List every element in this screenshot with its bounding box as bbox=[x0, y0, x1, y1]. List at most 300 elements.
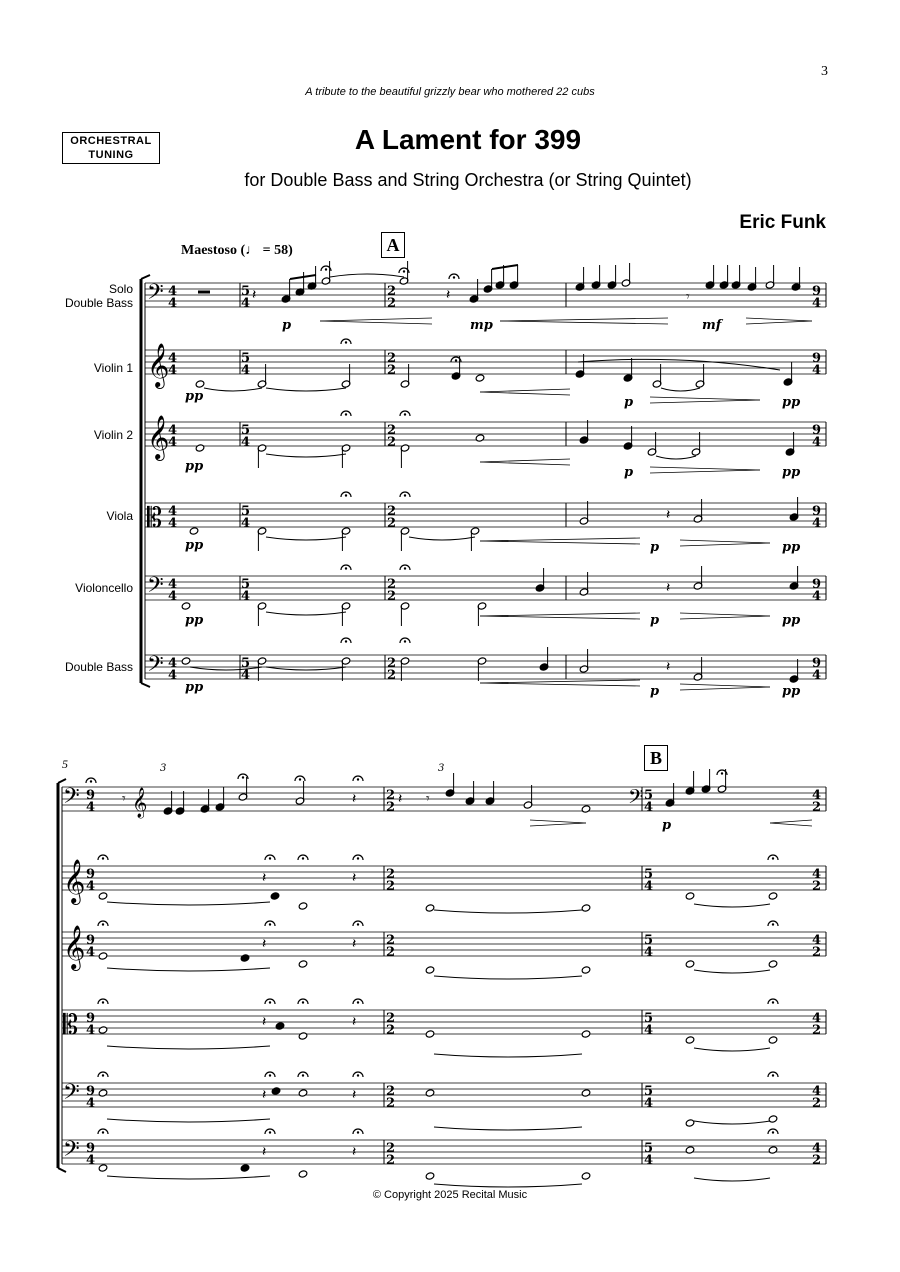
dynamic-marking: p bbox=[650, 540, 660, 555]
instrument-label-violin-2: Violin 2 bbox=[93, 428, 133, 442]
time-signature: 5 bbox=[644, 933, 654, 948]
tie bbox=[107, 1176, 270, 1179]
tie bbox=[434, 1127, 582, 1130]
eighth-rest: 𝄾 bbox=[426, 791, 430, 807]
hairpin bbox=[680, 540, 770, 543]
time-signature: 4 bbox=[812, 1011, 822, 1026]
eighth-rest: 𝄾 bbox=[686, 289, 690, 305]
dynamic-marking: pp bbox=[185, 459, 204, 474]
hairpin bbox=[680, 543, 770, 546]
time-signature: 9 bbox=[812, 423, 822, 438]
tie bbox=[694, 1178, 770, 1181]
fermata-dot bbox=[345, 341, 347, 343]
dynamic-marking: pp bbox=[782, 395, 801, 410]
hairpin bbox=[746, 321, 812, 324]
tie bbox=[190, 667, 262, 670]
fermata-dot bbox=[357, 778, 359, 780]
hairpin bbox=[480, 541, 640, 544]
hairpin bbox=[500, 321, 668, 324]
fermata-dot bbox=[404, 567, 406, 569]
hairpin bbox=[500, 318, 668, 321]
tie bbox=[330, 274, 404, 277]
tie bbox=[107, 968, 270, 971]
bass-clef: 𝄢 bbox=[63, 1137, 80, 1167]
note bbox=[275, 1022, 285, 1030]
fermata-dot bbox=[325, 268, 327, 270]
time-signature: 4 bbox=[812, 1084, 822, 1099]
note bbox=[581, 904, 591, 912]
time-signature: 2 bbox=[386, 800, 396, 815]
fermata-dot bbox=[404, 640, 406, 642]
time-signature: 2 bbox=[812, 1096, 822, 1111]
time-signature: 4 bbox=[812, 933, 822, 948]
time-signature: 4 bbox=[644, 1153, 654, 1168]
fermata-dot bbox=[345, 640, 347, 642]
fermata-dot bbox=[772, 1001, 774, 1003]
note bbox=[98, 952, 108, 960]
note bbox=[425, 1089, 435, 1097]
note bbox=[475, 374, 485, 382]
time-signature: 4 bbox=[168, 423, 178, 438]
note bbox=[98, 1089, 108, 1097]
time-signature: 9 bbox=[86, 933, 96, 948]
note bbox=[685, 1146, 695, 1154]
bass-clef: 𝄢 bbox=[628, 785, 644, 813]
note bbox=[425, 966, 435, 974]
quarter-rest: 𝄽 bbox=[262, 936, 267, 952]
time-signature: 4 bbox=[812, 589, 822, 604]
time-signature: 4 bbox=[168, 577, 178, 592]
fermata-dot bbox=[345, 567, 347, 569]
hairpin bbox=[530, 820, 586, 823]
time-signature: 4 bbox=[168, 504, 178, 519]
time-signature: 4 bbox=[168, 284, 178, 299]
time-signature: 4 bbox=[86, 800, 96, 815]
dynamic-marking: p bbox=[624, 395, 634, 410]
note bbox=[768, 1115, 778, 1123]
time-signature: 2 bbox=[387, 296, 397, 311]
time-signature: 2 bbox=[387, 351, 397, 366]
hairpin bbox=[650, 397, 760, 400]
treble-clef: 𝄞 bbox=[147, 415, 170, 459]
quarter-rest: 𝄽 bbox=[262, 870, 267, 886]
bass-clef: 𝄢 bbox=[63, 1080, 80, 1110]
note bbox=[768, 1036, 778, 1044]
tie bbox=[656, 456, 696, 459]
hairpin bbox=[770, 823, 812, 826]
fermata-dot bbox=[90, 780, 92, 782]
hairpin bbox=[746, 318, 812, 321]
bass-clef: 𝄢 bbox=[147, 280, 164, 310]
tie bbox=[266, 537, 346, 540]
bass-clef: 𝄢 bbox=[147, 573, 164, 603]
time-signature: 4 bbox=[241, 296, 251, 311]
fermata-dot bbox=[269, 857, 271, 859]
time-signature: 4 bbox=[241, 668, 251, 683]
time-signature: 2 bbox=[386, 1153, 396, 1168]
dynamic-marking: pp bbox=[185, 538, 204, 553]
note bbox=[475, 434, 485, 442]
fermata-dot bbox=[404, 413, 406, 415]
time-signature: 9 bbox=[812, 504, 822, 519]
dynamic-marking: mf bbox=[702, 318, 722, 333]
bass-clef: 𝄢 bbox=[63, 784, 80, 814]
tuning-label: ORCHESTRAL TUNING bbox=[70, 135, 152, 161]
time-signature: 4 bbox=[86, 1023, 96, 1038]
dynamic-marking: p bbox=[662, 818, 672, 833]
quarter-rest: 𝄽 bbox=[666, 580, 671, 596]
time-signature: 4 bbox=[241, 363, 251, 378]
time-signature: 4 bbox=[168, 589, 178, 604]
tie bbox=[694, 1048, 770, 1051]
tie bbox=[107, 1046, 270, 1049]
fermata-dot bbox=[302, 857, 304, 859]
tie bbox=[694, 970, 770, 973]
note bbox=[98, 1164, 108, 1172]
note bbox=[685, 1036, 695, 1044]
note bbox=[240, 954, 250, 962]
fermata-dot bbox=[453, 276, 455, 278]
note bbox=[181, 602, 191, 610]
fermata-dot bbox=[299, 778, 301, 780]
fermata-dot bbox=[302, 1074, 304, 1076]
time-signature: 2 bbox=[812, 879, 822, 894]
note bbox=[685, 1119, 695, 1127]
fermata-dot bbox=[772, 1131, 774, 1133]
piece-subtitle: for Double Bass and String Orchestra (or String Quintet) bbox=[244, 170, 692, 190]
fermata-dot bbox=[404, 494, 406, 496]
dynamic-marking: p bbox=[282, 318, 292, 333]
tie bbox=[266, 612, 346, 615]
tie bbox=[694, 1121, 770, 1124]
quarter-rest: 𝄽 bbox=[666, 507, 671, 523]
fermata-dot bbox=[242, 776, 244, 778]
note bbox=[581, 1089, 591, 1097]
fermata-dot bbox=[269, 1074, 271, 1076]
eighth-rest: 𝄾 bbox=[122, 791, 126, 807]
time-signature: 4 bbox=[644, 1096, 654, 1111]
time-signature: 9 bbox=[812, 284, 822, 299]
note bbox=[425, 1172, 435, 1180]
hairpin bbox=[480, 616, 640, 619]
time-signature: 5 bbox=[644, 788, 654, 803]
alto-clef: 𝄡 bbox=[147, 503, 163, 534]
note bbox=[298, 1032, 308, 1040]
tie bbox=[266, 388, 346, 391]
time-signature: 5 bbox=[241, 577, 251, 592]
bass-clef: 𝄢 bbox=[147, 652, 164, 682]
treble-clef: 𝄞 bbox=[63, 925, 86, 969]
note bbox=[768, 1146, 778, 1154]
time-signature: 4 bbox=[812, 867, 822, 882]
dynamic-marking: p bbox=[624, 465, 634, 480]
time-signature: 2 bbox=[387, 504, 397, 519]
time-signature: 2 bbox=[387, 363, 397, 378]
note bbox=[768, 960, 778, 968]
note bbox=[581, 1030, 591, 1038]
quarter-rest: 𝄽 bbox=[398, 791, 403, 807]
fermata-dot bbox=[269, 1001, 271, 1003]
fermata-dot bbox=[357, 1131, 359, 1133]
hairpin bbox=[650, 467, 760, 470]
beam bbox=[492, 265, 518, 269]
hairpin bbox=[480, 459, 570, 462]
tie bbox=[409, 537, 475, 540]
quarter-rest: 𝄽 bbox=[352, 1087, 357, 1103]
note bbox=[581, 966, 591, 974]
time-signature: 4 bbox=[168, 668, 178, 683]
quarter-rest: 𝄽 bbox=[352, 870, 357, 886]
hairpin bbox=[480, 462, 570, 465]
alto-clef: 𝄡 bbox=[63, 1010, 79, 1041]
fermata-dot bbox=[721, 772, 723, 774]
hairpin bbox=[480, 392, 570, 395]
note bbox=[298, 1170, 308, 1178]
quarter-rest: 𝄽 bbox=[666, 659, 671, 675]
tuplet-number: 3 bbox=[160, 763, 167, 774]
note bbox=[685, 960, 695, 968]
dynamic-marking: mp bbox=[470, 318, 493, 333]
time-signature: 4 bbox=[86, 879, 96, 894]
note bbox=[270, 892, 280, 900]
time-signature: 9 bbox=[86, 1011, 96, 1026]
treble-clef: 𝄞 bbox=[147, 343, 170, 387]
time-signature: 9 bbox=[86, 788, 96, 803]
time-signature: 4 bbox=[812, 668, 822, 683]
fermata-dot bbox=[102, 923, 104, 925]
note bbox=[195, 444, 205, 452]
note bbox=[240, 1164, 250, 1172]
time-signature: 2 bbox=[386, 1084, 396, 1099]
time-signature: 4 bbox=[644, 879, 654, 894]
dynamic-marking: pp bbox=[782, 465, 801, 480]
time-signature: 5 bbox=[241, 504, 251, 519]
time-signature: 4 bbox=[86, 1096, 96, 1111]
time-signature: 4 bbox=[812, 296, 822, 311]
hairpin bbox=[320, 318, 432, 321]
instrument-label-viola: Viola bbox=[106, 509, 133, 523]
treble-clef: 𝄞 bbox=[63, 859, 86, 903]
fermata-dot bbox=[269, 1131, 271, 1133]
time-signature: 4 bbox=[168, 296, 178, 311]
dynamic-marking: pp bbox=[185, 613, 204, 628]
tie bbox=[661, 388, 700, 391]
note bbox=[98, 892, 108, 900]
time-signature: 5 bbox=[241, 284, 251, 299]
hairpin bbox=[680, 687, 770, 690]
quarter-rest: 𝄽 bbox=[352, 791, 357, 807]
note bbox=[425, 904, 435, 912]
fermata-dot bbox=[345, 494, 347, 496]
bracket-hook bbox=[58, 1168, 66, 1172]
time-signature: 2 bbox=[812, 945, 822, 960]
fermata-dot bbox=[455, 359, 457, 361]
time-signature: 2 bbox=[386, 1096, 396, 1111]
time-signature: 2 bbox=[386, 1023, 396, 1038]
time-signature: 2 bbox=[387, 435, 397, 450]
time-signature: 5 bbox=[241, 351, 251, 366]
hairpin bbox=[480, 389, 570, 392]
tempo-marking: Maestoso (♩ = 58) bbox=[181, 243, 293, 258]
hairpin bbox=[480, 538, 640, 541]
tie bbox=[107, 1119, 270, 1122]
note bbox=[298, 1089, 308, 1097]
time-signature: 9 bbox=[86, 1084, 96, 1099]
dynamic-marking: pp bbox=[185, 680, 204, 695]
hairpin bbox=[650, 400, 760, 403]
time-signature: 4 bbox=[812, 788, 822, 803]
fermata-dot bbox=[403, 270, 405, 272]
fermata-dot bbox=[357, 1001, 359, 1003]
time-signature: 5 bbox=[241, 656, 251, 671]
dynamic-marking: pp bbox=[782, 613, 801, 628]
time-signature: 4 bbox=[812, 363, 822, 378]
note bbox=[298, 902, 308, 910]
time-signature: 5 bbox=[644, 1084, 654, 1099]
fermata-dot bbox=[772, 1074, 774, 1076]
time-signature: 2 bbox=[812, 1153, 822, 1168]
note bbox=[425, 1030, 435, 1038]
time-signature: 2 bbox=[386, 945, 396, 960]
time-signature: 4 bbox=[812, 1141, 822, 1156]
fermata-dot bbox=[357, 857, 359, 859]
hairpin bbox=[680, 684, 770, 687]
time-signature: 9 bbox=[812, 656, 822, 671]
time-signature: 4 bbox=[644, 945, 654, 960]
time-signature: 4 bbox=[168, 363, 178, 378]
time-signature: 4 bbox=[241, 516, 251, 531]
rehearsal-mark-a: A bbox=[381, 232, 405, 258]
time-signature: 4 bbox=[168, 435, 178, 450]
time-signature: 2 bbox=[386, 788, 396, 803]
time-signature: 5 bbox=[644, 867, 654, 882]
tie bbox=[434, 1184, 582, 1187]
note bbox=[195, 380, 205, 388]
quarter-rest: 𝄽 bbox=[352, 936, 357, 952]
tie bbox=[434, 1054, 582, 1057]
page-number: 3 bbox=[821, 64, 828, 79]
time-signature: 4 bbox=[86, 945, 96, 960]
time-signature: 4 bbox=[812, 435, 822, 450]
bracket-hook bbox=[141, 275, 150, 279]
time-signature: 2 bbox=[387, 589, 397, 604]
time-signature: 4 bbox=[644, 1023, 654, 1038]
time-signature: 9 bbox=[812, 351, 822, 366]
treble-clef: 𝄞 bbox=[132, 788, 148, 818]
time-signature: 4 bbox=[241, 589, 251, 604]
copyright: © Copyright 2025 Recital Music bbox=[372, 1189, 528, 1201]
dedication: A tribute to the beautiful grizzly bear who mothered 22 cubs bbox=[305, 86, 595, 98]
time-signature: 2 bbox=[387, 516, 397, 531]
instrument-label-double-bass: Double Bass bbox=[64, 660, 133, 674]
time-signature: 4 bbox=[168, 656, 178, 671]
rehearsal-mark-b: B bbox=[644, 745, 668, 771]
note bbox=[181, 657, 191, 665]
hairpin bbox=[770, 820, 812, 823]
fermata-dot bbox=[345, 413, 347, 415]
instrument-label-violin-1: Violin 1 bbox=[93, 361, 133, 375]
bracket-hook bbox=[58, 779, 66, 783]
time-signature: 5 bbox=[644, 1011, 654, 1026]
quarter-rest: 𝄽 bbox=[262, 1144, 267, 1160]
time-signature: 2 bbox=[386, 1141, 396, 1156]
time-signature: 9 bbox=[86, 867, 96, 882]
time-signature: 5 bbox=[241, 423, 251, 438]
note bbox=[298, 960, 308, 968]
dynamic-marking: pp bbox=[782, 684, 801, 699]
time-signature: 4 bbox=[241, 435, 251, 450]
note bbox=[271, 1087, 281, 1095]
time-signature: 2 bbox=[387, 577, 397, 592]
quarter-rest: 𝄽 bbox=[352, 1014, 357, 1030]
hairpin bbox=[530, 823, 586, 826]
quarter-rest: 𝄽 bbox=[352, 1144, 357, 1160]
note bbox=[768, 892, 778, 900]
fermata-dot bbox=[357, 1074, 359, 1076]
dynamic-marking: p bbox=[650, 684, 660, 699]
beam bbox=[290, 275, 316, 279]
time-signature: 9 bbox=[812, 577, 822, 592]
fermata-dot bbox=[102, 857, 104, 859]
hairpin bbox=[680, 613, 770, 616]
time-signature: 4 bbox=[168, 351, 178, 366]
time-signature: 2 bbox=[386, 1011, 396, 1026]
tie bbox=[694, 904, 770, 907]
time-signature: 5 bbox=[644, 1141, 654, 1156]
hairpin bbox=[480, 680, 640, 683]
note bbox=[685, 892, 695, 900]
measure-number: 5 bbox=[62, 757, 68, 771]
time-signature: 2 bbox=[387, 668, 397, 683]
time-signature: 9 bbox=[86, 1141, 96, 1156]
note bbox=[581, 1172, 591, 1180]
fermata-dot bbox=[269, 923, 271, 925]
time-signature: 2 bbox=[387, 423, 397, 438]
hairpin bbox=[680, 616, 770, 619]
fermata-dot bbox=[102, 1001, 104, 1003]
note bbox=[98, 1026, 108, 1034]
dynamic-marking: pp bbox=[185, 389, 204, 404]
hairpin bbox=[320, 321, 432, 324]
dynamic-marking: pp bbox=[782, 540, 801, 555]
quarter-rest: 𝄽 bbox=[252, 287, 257, 303]
fermata-dot bbox=[772, 857, 774, 859]
quarter-rest: 𝄽 bbox=[446, 287, 451, 303]
time-signature: 4 bbox=[644, 800, 654, 815]
note bbox=[581, 805, 591, 813]
time-signature: 2 bbox=[812, 1023, 822, 1038]
quarter-rest: 𝄽 bbox=[262, 1014, 267, 1030]
bracket-hook bbox=[141, 683, 150, 687]
quarter-rest: 𝄽 bbox=[262, 1087, 267, 1103]
fermata-dot bbox=[302, 1001, 304, 1003]
hairpin bbox=[480, 683, 640, 686]
tie bbox=[266, 454, 346, 457]
fermata-dot bbox=[102, 1131, 104, 1133]
tie bbox=[434, 976, 582, 979]
time-signature: 4 bbox=[168, 516, 178, 531]
time-signature: 2 bbox=[387, 284, 397, 299]
instrument-name-line1: Solo bbox=[108, 282, 133, 296]
time-signature: 4 bbox=[86, 1153, 96, 1168]
instrument-label-cello: Violoncello bbox=[75, 581, 133, 595]
hairpin bbox=[480, 613, 640, 616]
time-signature: 2 bbox=[386, 867, 396, 882]
instrument-name-line2: Double Bass bbox=[64, 296, 133, 310]
fermata-dot bbox=[357, 923, 359, 925]
tie bbox=[434, 910, 582, 913]
composer-name: Eric Funk bbox=[739, 212, 826, 233]
